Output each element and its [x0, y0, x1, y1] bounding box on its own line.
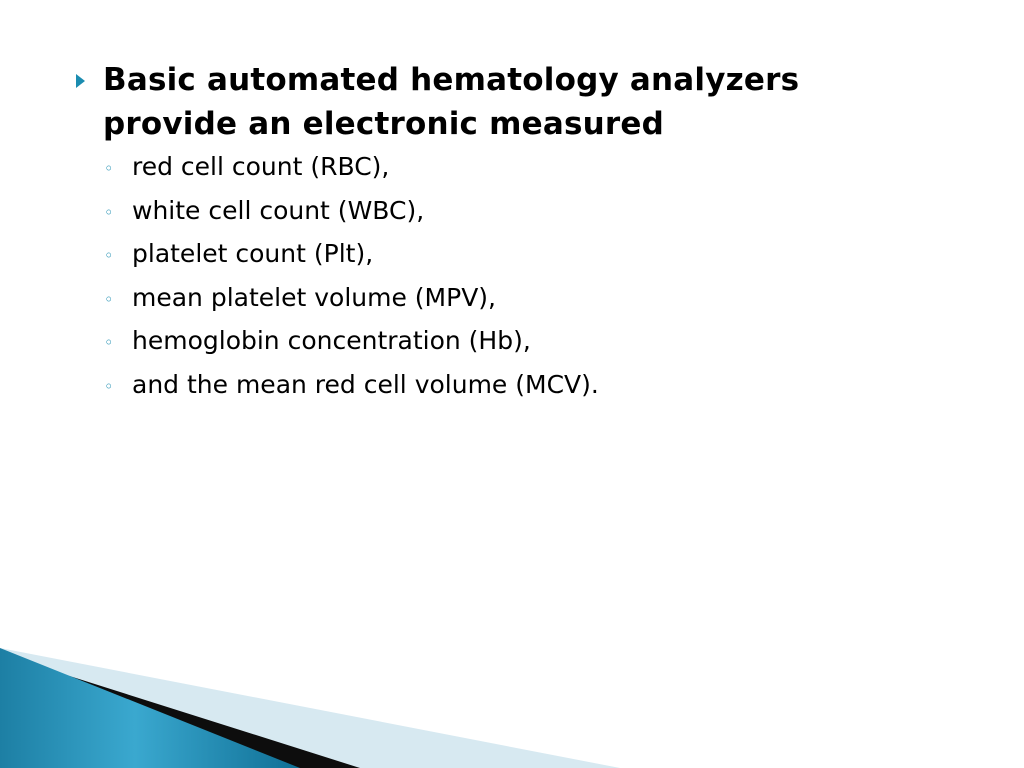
sub-bullet-text: platelet count (Plt), — [132, 239, 374, 268]
sub-bullet-text: white cell count (WBC), — [132, 195, 425, 225]
sub-bullet-text: hemoglobin concentration (Hb), — [132, 326, 531, 355]
circle-bullet-icon: ◦ — [104, 376, 114, 396]
circle-bullet-icon: ◦ — [104, 333, 114, 352]
circle-bullet-icon: ◦ — [104, 202, 114, 222]
main-bullet-text: Basic automated hematology analyzers provide an electronic measured — [103, 62, 800, 142]
circle-bullet-icon: ◦ — [104, 159, 114, 178]
circle-bullet-icon: ◦ — [104, 289, 114, 309]
sub-bullet-text: red cell count (RBC), — [132, 152, 390, 181]
sub-bullet-text: mean platelet volume (MPV), — [132, 282, 497, 312]
sub-bullet-text: and the mean red cell volume (MCV). — [132, 369, 599, 399]
circle-bullet-icon: ◦ — [104, 246, 114, 265]
